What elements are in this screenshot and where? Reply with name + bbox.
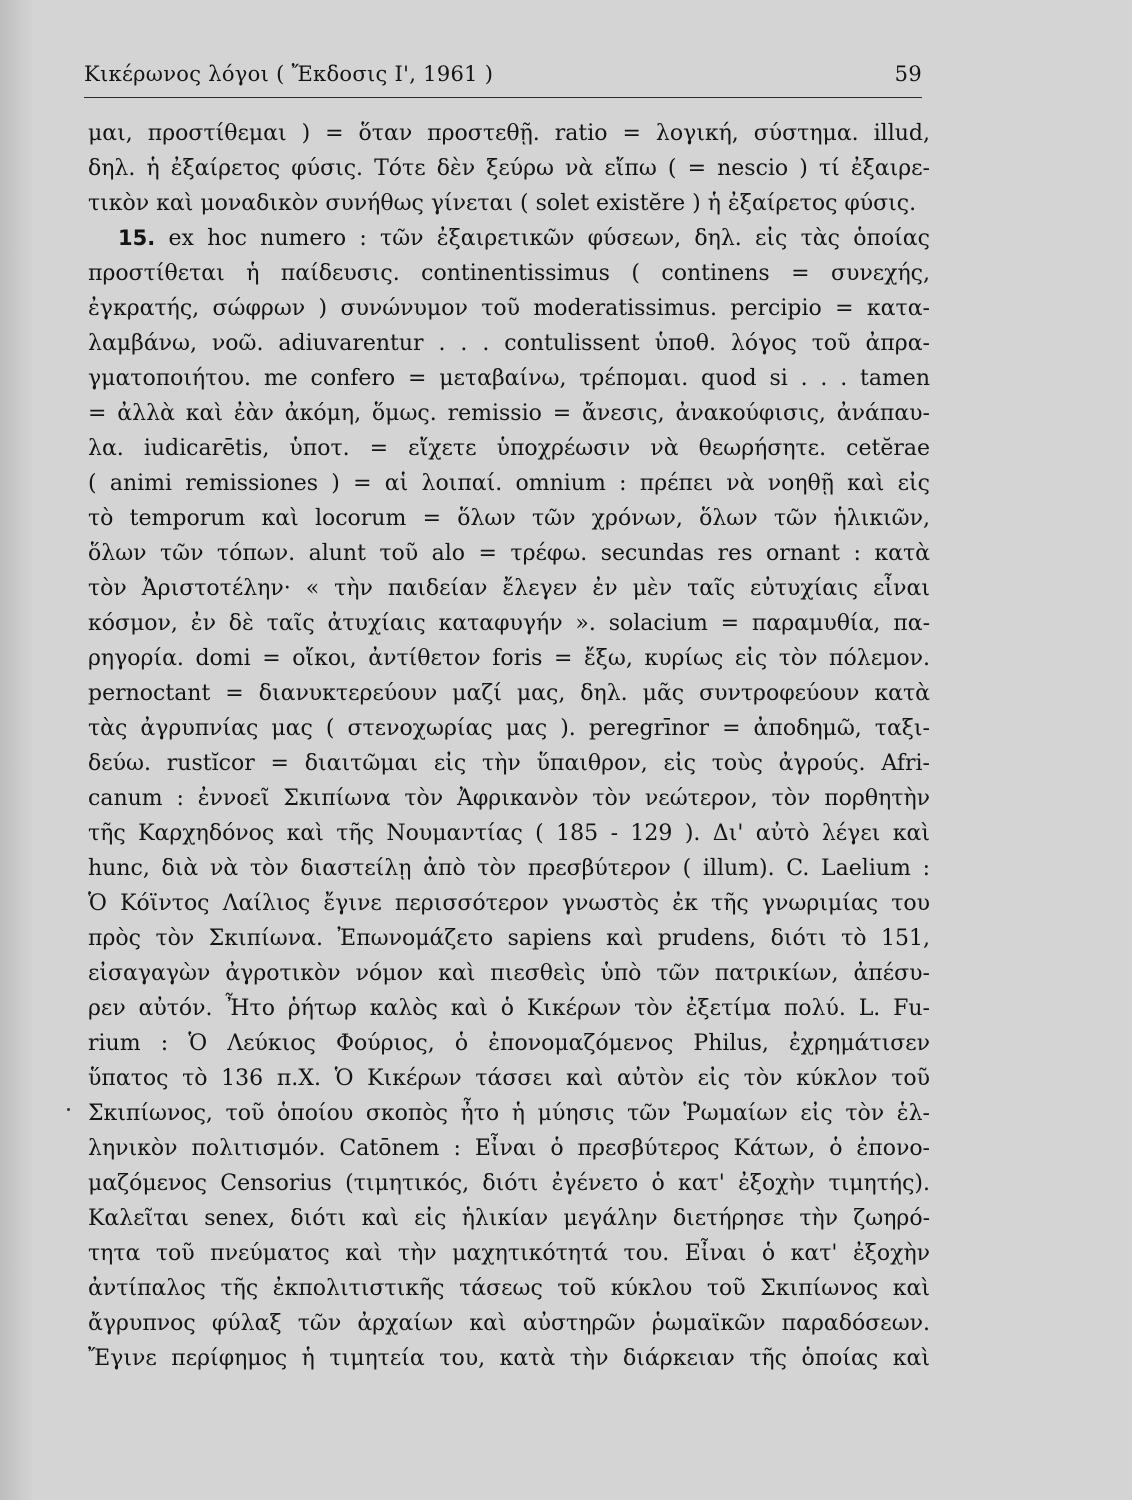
text-line: πρὸς τὸν Σκιπίωνα. Ἐπωνομάζετο sapiens καὶ prudens, διότι τὸ 151, — [88, 926, 930, 951]
page-number: 59 — [894, 62, 922, 86]
page-gutter-shadow — [0, 0, 34, 1500]
text-line: ὕπατος τὸ 136 π.Χ. Ὁ Κικέρων τάσσει καὶ αὐτὸν εἰς τὸν κύκλον τοῦ — [88, 1066, 930, 1091]
text-line: ρηγορία. domi = οἴκοι, ἀντίθετον foris = ἔξω, κυρίως εἰς τὸν πόλεμον. — [88, 646, 930, 671]
text-line: = ἀλλὰ καὶ ἐὰν ἀκόμη, ὅμως. remissio = ἄνεσις, ἀνακούφισις, ἀνάπαυ- — [88, 401, 930, 426]
text-line: μαζόμενος Censorius (τιμητικός, διότι ἐγένετο ὁ κατ' ἐξοχὴν τιμητής). — [88, 1171, 930, 1196]
text-line: Ὁ Κόϊντος Λαίλιος ἔγινε περισσότερον γνωστὸς ἐκ τῆς γνωριμίας του — [88, 891, 930, 916]
text-line: λαμβάνω, νοῶ. adiuvarentur . . . contulissent ὑποθ. λόγος τοῦ ἀπρα- — [88, 331, 930, 356]
text-line: canum : ἐννοεῖ Σκιπίωνα τὸν Ἀφρικανὸν τὸν νεώτερον, τὸν πορθητὴν — [88, 786, 930, 811]
text-line: τῆς Καρχηδόνος καὶ τῆς Νουμαντίας ( 185 - 129 ). Δι' αὐτὸ λέγει καὶ — [88, 821, 930, 846]
text-line: κόσμον, ἐν δὲ ταῖς ἀτυχίαις καταφυγήν ». solacium = παραμυθία, πα- — [88, 611, 930, 636]
text-line: ληνικὸν πολιτισμόν. Catōnem : Εἶναι ὁ πρεσβύτερος Κάτων, ὁ ἐπονο- — [88, 1136, 930, 1161]
text-line: ἀντίπαλος τῆς ἐκπολιτιστικῆς τάσεως τοῦ κύκλου τοῦ Σκιπίωνος καὶ — [88, 1276, 930, 1301]
text-line: τὸ temporum καὶ locorum = ὅλων τῶν χρόνων, ὅλων τῶν ἡλικιῶν, — [88, 506, 930, 531]
text-line: τὸν Ἀριστοτέλην· « τὴν παιδείαν ἔλεγεν ἐν μὲν ταῖς εὐτυχίαις εἶναι — [88, 576, 930, 601]
text-line: λα. iudicarētis, ὑποτ. = εἴχετε ὑποχρέωσιν νὰ θεωρήσητε. cetĕrae — [88, 436, 930, 461]
text-line: ἐγκρατής, σώφρων ) συνώνυμον τοῦ moderatissimus. percipio = κατα- — [88, 296, 930, 321]
text-line: Σκιπίωνος, τοῦ ὁποίου σκοπὸς ἦτο ἡ μύησις τῶν Ῥωμαίων εἰς τὸν ἑλ- — [88, 1101, 930, 1126]
text-line: εἰσαγαγὼν ἀγροτικὸν νόμον καὶ πιεσθεὶς ὑπὸ τῶν πατρικίων, ἀπέσυ- — [88, 961, 930, 986]
text-line: ὅλων τῶν τόπων. alunt τοῦ alo = τρέφω. secundas res ornant : κατὰ — [88, 541, 930, 566]
header-rule — [84, 97, 922, 98]
text-line: ex hoc numero : τῶν ἐξαιρετικῶν φύσεων, δηλ. εἰς τὰς ὁποίας — [168, 226, 930, 251]
text-line: ρεν αὐτόν. Ἦτο ῥήτωρ καλὸς καὶ ὁ Κικέρων τὸν ἐξετίμα πολύ. L. Fu- — [88, 996, 930, 1021]
paragraph-15-first-line — [88, 221, 930, 256]
text-line: προστίθεται ἡ παίδευσις. continentissimus ( continens = συνεχής, — [88, 261, 930, 286]
running-header — [84, 62, 922, 90]
text-line: δεύω. rustĭcor = διαιτῶμαι εἰς τὴν ὕπαιθρον, εἰς τοὺς ἀγρούς. Afri- — [88, 751, 930, 776]
text-line: Ἔγινε περίφημος ἡ τιμητεία του, κατὰ τὴν διάρκειαν τῆς ὁποίας καὶ — [88, 1346, 930, 1371]
paragraph-number: 15. — [118, 226, 156, 250]
text-line: μαι, προστίθεμαι ) = ὅταν προστεθῇ. ratio = λογική, σύστημα. illud, — [88, 121, 930, 146]
text-line: pernoctant = διανυκτερεύουν μαζί μας, δηλ. μᾶς συντροφεύουν κατὰ — [88, 681, 930, 706]
text-line: τικὸν καὶ μοναδικὸν συνήθως γίνεται ( solet existĕre ) ἡ ἐξαίρετος φύσις. — [88, 191, 917, 216]
text-line: hunc, διὰ νὰ τὸν διαστείλῃ ἀπὸ τὸν πρεσβύτερον ( illum). C. Laelium : — [88, 856, 930, 881]
text-line: rium : Ὁ Λεύκιος Φούριος, ὁ ἐπονομαζόμενος Philus, ἐχρημάτισεν — [88, 1031, 930, 1056]
text-line: τητα τοῦ πνεύματος καὶ τὴν μαχητικότητά του. Εἶναι ὁ κατ' ἐξοχὴν — [88, 1241, 930, 1266]
commentary-text — [88, 116, 930, 1376]
text-line: δηλ. ἡ ἐξαίρετος φύσις. Τότε δὲν ξεύρω νὰ εἴπω ( = nescio ) τί ἐξαιρε- — [88, 156, 930, 181]
text-line: γματοποιήτου. me confero = μεταβαίνω, τρέπομαι. quod si . . . tamen — [88, 366, 930, 391]
text-line: τὰς ἀγρυπνίας μας ( στενοχωρίας μας ). peregrīnor = ἀποδημῶ, ταξι- — [88, 716, 930, 741]
text-line: ( animi remissiones ) = αἱ λοιπαί. omnium : πρέπει νὰ νοηθῇ καὶ εἰς — [88, 471, 930, 496]
text-line: Καλεῖται senex, διότι καὶ εἰς ἡλικίαν μεγάλην διετήρησε τὴν ζωηρό- — [88, 1206, 930, 1231]
text-line: ἄγρυπνος φύλαξ τῶν ἀρχαίων καὶ αὐστηρῶν ῥωμαϊκῶν παραδόσεων. — [88, 1311, 930, 1336]
running-title: Κικέρωνος λόγοι ( Ἔκδοσις Ι', 1961 ) — [84, 62, 494, 86]
margin-speck — [67, 1108, 70, 1111]
